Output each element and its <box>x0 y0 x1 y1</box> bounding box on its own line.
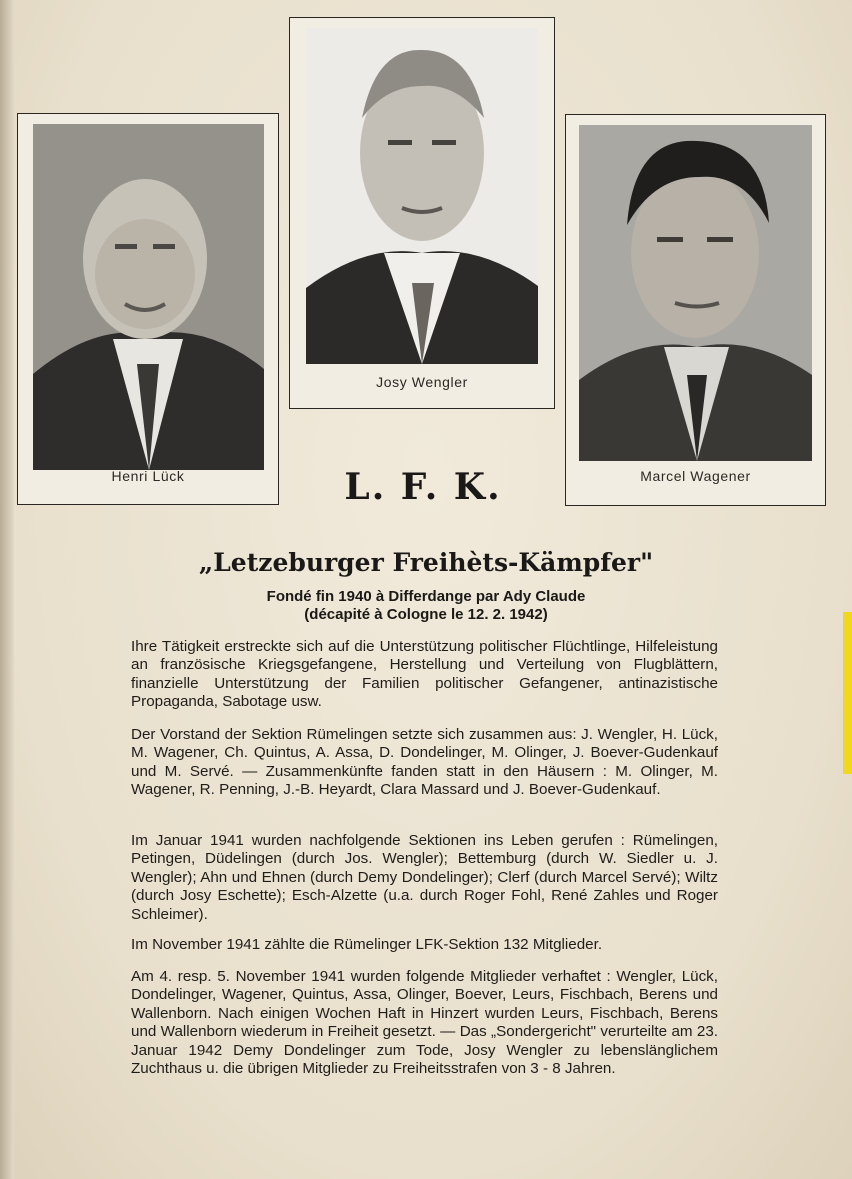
organization-abbreviation: L. F. K. <box>344 466 502 508</box>
portrait-caption: Marcel Wagener <box>640 468 751 484</box>
paragraph-arrests: Am 4. resp. 5. November 1941 wurden folgende Mitglieder verhaftet : Wengler, Lück, Dondelinger, Wagener, Quintus, Assa, Olinger, Boever, Leurs, Fischbach, Berens und Wallenborn. Nach einigen Wochen Haft in Hinzert wurden Leurs, Fischbach, Berens und Wallenborn wiederum in Freiheit gesetzt. — Das „Sondergericht" verurteilte am 23. Januar 1942 Demy Dondelinger zum Tode, Josy Wengler zu lebenslänglichem Zuchthaus u. die übrigen Mitglieder zu Freiheitsstrafen von 3 - 8 Jahren. <box>131 968 718 1078</box>
portrait-frame-marcel-wagener <box>565 114 826 506</box>
portrait-frame-henri-luck <box>17 113 279 505</box>
founded-line-2: (décapité à Cologne le 12. 2. 1942) <box>304 606 548 623</box>
yellow-page-tab <box>843 612 852 774</box>
portrait-photo-henri-luck <box>33 124 264 470</box>
book-gutter <box>0 0 14 1179</box>
portrait-frame-josy-wengler <box>289 17 555 409</box>
portrait-caption: Josy Wengler <box>376 374 468 390</box>
paragraph-board: Der Vorstand der Sektion Rümelingen setzte sich zusammen aus: J. Wengler, H. Lück, M. Wagener, Ch. Quintus, A. Assa, D. Dondelinger, M. Olinger, J. Boever-Gudenkauf und M. Servé. — Zusammenkünfte fanden statt in den Häusern : M. Olinger, M. Wagener, R. Penning, J.-B. Heyardt, Clara Massard und J. Boever-Gudenkauf. <box>131 726 718 799</box>
paragraph-activities: Ihre Tätigkeit erstreckte sich auf die Unterstützung politischer Flüchtlinge, Hilfeleistung an französische Kriegsgefangene, Herstellung und Verteilung von Flugblättern, finanzielle Unterstützung der Familien politischer Gefangener, antinazistische Propaganda, Sabotage usw. <box>131 638 718 711</box>
paragraph-sections: Im Januar 1941 wurden nachfolgende Sektionen ins Leben gerufen : Rümelingen, Petingen, Düdelingen (durch Jos. Wengler); Bettemburg (durch W. Siedler u. J. Wengler); Ahn und Ehnen (durch Demy Dondelinger); Clerf (durch Marcel Servé); Wiltz (durch Josy Eschette); Esch-Alzette (u.a. durch Roger Fohl, René Zahles und Roger Schleimer). <box>131 832 718 923</box>
paragraph-members-count: Im November 1941 zählte die Rümelinger LFK-Sektion 132 Mitglieder. <box>131 936 603 953</box>
portrait-photo-marcel-wagener <box>579 125 812 461</box>
founded-line-1: Fondé fin 1940 à Differdange par Ady Claude <box>266 588 586 605</box>
organization-full-name: „Letzeburger Freihèts-Kämpfer" <box>198 548 654 577</box>
portrait-photo-josy-wengler <box>306 28 538 364</box>
portrait-caption: Henri Lück <box>111 468 185 484</box>
